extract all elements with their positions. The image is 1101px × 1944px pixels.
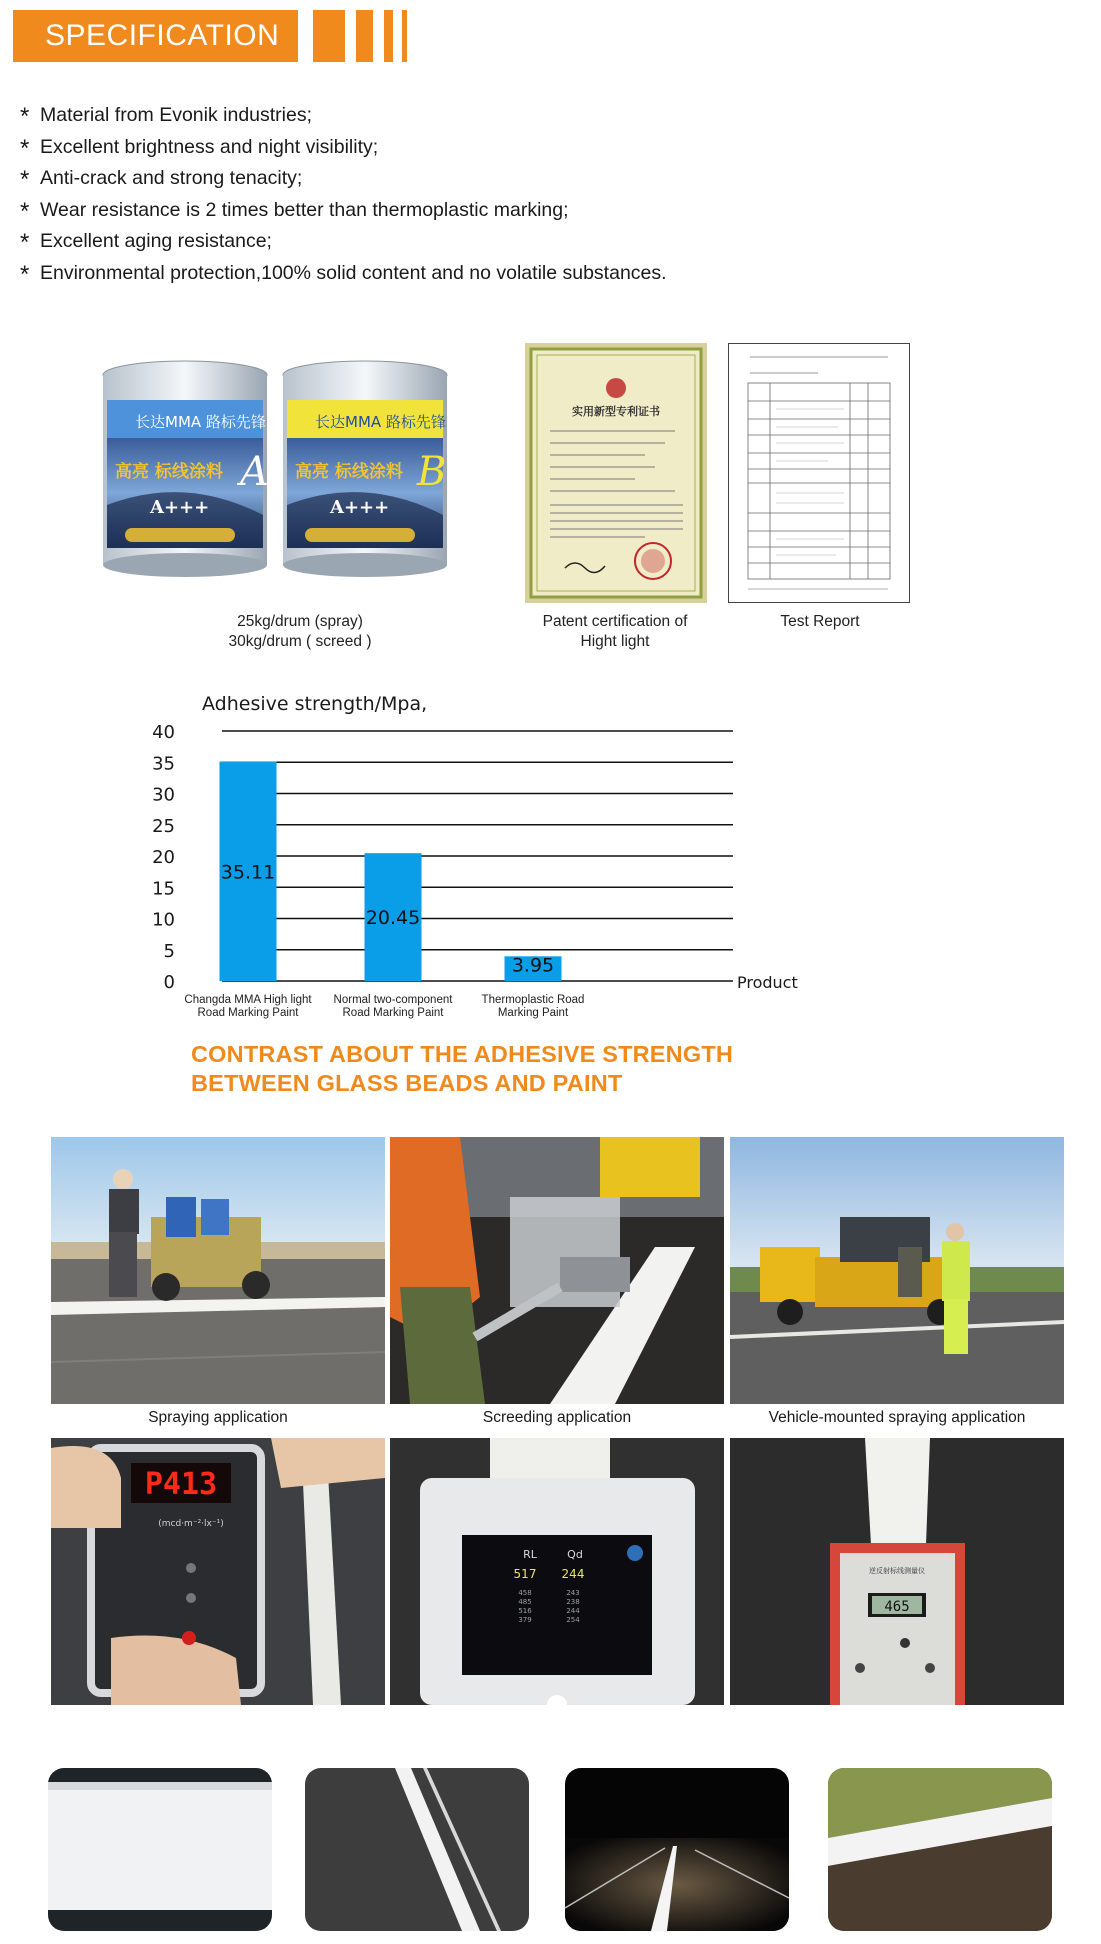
- svg-text:254: 254: [566, 1616, 580, 1624]
- paint-drums-image: [95, 355, 455, 595]
- y-tick-label: 20: [152, 847, 175, 868]
- patent-caption: Patent certification of Hight light: [542, 613, 688, 650]
- y-tick-label: 25: [152, 815, 175, 837]
- contrast-heading: CONTRAST ABOUT THE ADHESIVE STRENGTH BETWEEN GLASS BEADS AND PAINT: [191, 1041, 734, 1096]
- svg-text:485: 485: [518, 1598, 532, 1606]
- spraying-photo: [51, 1137, 385, 1404]
- drums-caption: 25kg/drum (spray) 30kg/drum ( screed ): [228, 613, 372, 650]
- y-tick-label: 10: [152, 909, 175, 931]
- meter3-display: 465: [884, 1599, 910, 1615]
- x-category-label: Normal two-component: [333, 994, 453, 1006]
- feature-item: * Environmental protection,100% solid content and no volatile substances.: [20, 258, 667, 290]
- drum-grade-text: A+++: [330, 497, 390, 518]
- meter1-display: P413: [144, 1467, 218, 1502]
- y-tick-label: 0: [163, 972, 175, 993]
- meter2-header-qd: Qd: [567, 1548, 583, 1561]
- sample-night-visibility: [565, 1768, 789, 1931]
- y-tick-label: 35: [152, 753, 175, 775]
- svg-text:243: 243: [566, 1589, 580, 1597]
- bullet-star: *: [20, 197, 30, 225]
- header-stripe-4: [402, 10, 407, 62]
- sample-road-lines: [305, 1768, 529, 1931]
- feature-item: * Excellent brightness and night visibility;: [20, 132, 667, 164]
- drum-letter-a: A: [240, 449, 269, 495]
- meter1-unit: (mcd·m⁻²·lx⁻¹): [158, 1519, 224, 1529]
- retroreflectometer-photo-3: [730, 1438, 1064, 1705]
- bullet-star: *: [20, 229, 30, 257]
- bullet-star: *: [20, 166, 30, 194]
- chart-title: Adhesive strength/Mpa,: [202, 693, 428, 715]
- drum-grade-text: A+++: [150, 497, 210, 518]
- header-stripe-3: [384, 10, 393, 62]
- data-label: 20.45: [365, 907, 421, 930]
- meter2-value-rl: 517: [513, 1567, 537, 1581]
- feature-list: [20, 100, 667, 290]
- section-title: SPECIFICATION: [13, 10, 298, 62]
- data-label: 3.95: [511, 954, 555, 977]
- header-stripe-2: [356, 10, 373, 62]
- feature-item: * Material from Evonik industries;: [20, 100, 667, 132]
- x-category-label: Road Marking Paint: [197, 1007, 299, 1019]
- y-tick-label: 15: [152, 878, 175, 900]
- test-report-image: [728, 343, 910, 603]
- bullet-star: *: [20, 103, 30, 130]
- patent-certificate-image: [525, 343, 707, 603]
- x-category-label: Road Marking Paint: [342, 1007, 444, 1019]
- sample-closeup-white: [48, 1768, 272, 1931]
- meter2-header-rl: RL: [523, 1548, 537, 1561]
- screeding-photo: [390, 1137, 724, 1404]
- svg-text:379: 379: [518, 1616, 532, 1624]
- svg-text:238: 238: [566, 1598, 580, 1606]
- y-tick-label: 30: [152, 784, 175, 806]
- data-label: 35.11: [220, 861, 276, 884]
- svg-text:458: 458: [518, 1589, 532, 1597]
- drum-label-text: 高亮 标线涂料: [115, 462, 223, 482]
- svg-text:516: 516: [518, 1607, 532, 1615]
- sample-roadside-line: [828, 1768, 1052, 1931]
- application-caption: Vehicle-mounted spraying application: [768, 1409, 1026, 1426]
- retroreflectometer-photo-1: [51, 1438, 385, 1705]
- report-caption: Test Report: [780, 613, 860, 630]
- adhesive-strength-chart: [150, 690, 800, 1030]
- x-category-label: Changda MMA High light: [184, 994, 312, 1006]
- bullet-star: *: [20, 260, 30, 288]
- patent-title: 实用新型专利证书: [572, 405, 660, 418]
- x-category-label: Marking Paint: [497, 1007, 569, 1019]
- meter2-value-qd: 244: [561, 1567, 585, 1581]
- header-stripe-1: [313, 10, 345, 62]
- feature-item: * Wear resistance is 2 times better than thermoplastic marking;: [20, 195, 667, 227]
- y-tick-label: 40: [152, 722, 175, 743]
- application-caption: Screeding application: [482, 1409, 632, 1426]
- feature-item: * Anti-crack and strong tenacity;: [20, 163, 667, 195]
- meter3-title: 逆反射标线测量仪: [869, 1567, 925, 1575]
- application-caption: Spraying application: [148, 1409, 288, 1426]
- x-axis-label: Product: [737, 973, 798, 992]
- drum-brand-text: 长达MMA 路标先锋: [315, 413, 446, 431]
- retroreflectometer-photo-2: [390, 1438, 724, 1705]
- x-category-label: Thermoplastic Road: [481, 994, 585, 1006]
- bullet-star: *: [20, 134, 30, 162]
- y-tick-label: 5: [163, 940, 175, 962]
- svg-text:244: 244: [566, 1607, 580, 1615]
- feature-item: * Excellent aging resistance;: [20, 226, 667, 258]
- drum-brand-text: 长达MMA 路标先锋: [135, 413, 266, 431]
- vehicle-spraying-photo: [730, 1137, 1064, 1404]
- drum-label-text: 高亮 标线涂料: [295, 462, 403, 482]
- drum-letter-b: B: [417, 449, 447, 495]
